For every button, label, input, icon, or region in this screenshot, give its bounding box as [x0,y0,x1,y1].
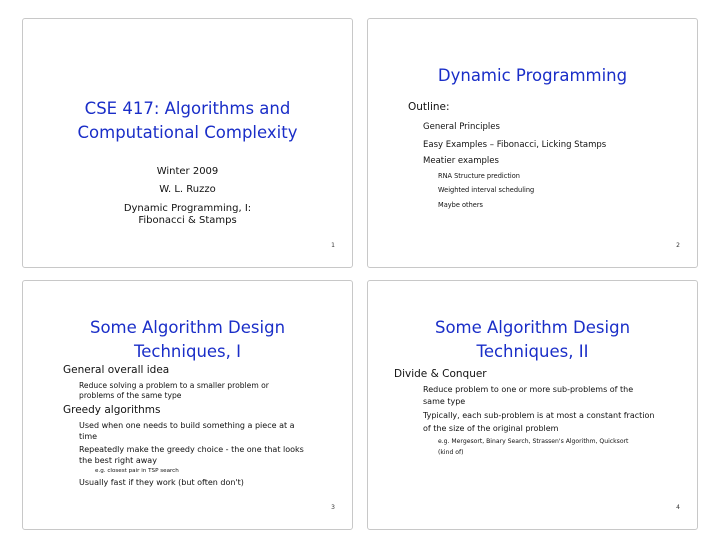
slide-title-line: Some Algorithm Design [434,318,631,337]
outline-subitem: Maybe others [438,201,483,209]
bullet-level3: e.g. closest pair in TSP search [95,468,179,474]
page-number: 3 [331,504,335,511]
slide-title-line: Computational Complexity [77,123,298,142]
bullet-level2-cont: of the size of the original problem [423,424,559,433]
bullet-level2-cont: same type [423,397,466,406]
outline-subitem: RNA Structure prediction [438,172,520,180]
bullet-level1: Greedy algorithms [63,404,161,416]
page-number: 4 [676,504,680,511]
slide-2 [367,18,698,268]
bullet-level1: General overall idea [63,364,170,376]
slide-1 [22,18,353,268]
slide-3 [22,280,353,530]
page-number: 1 [331,242,335,249]
author-text: W. L. Ruzzo [159,184,216,195]
bullet-level2-cont: problems of the same type [79,391,182,400]
page-number: 2 [676,242,680,249]
bullet-level2: Reduce solving a problem to a smaller problem or [79,381,269,390]
bullet-level2: Repeatedly make the greedy choice - the one that looks [79,445,304,454]
bullet-level2: Usually fast if they work (but often don't) [79,478,244,487]
outline-item: General Principles [423,122,500,132]
slide-title-line: Techniques, II [476,342,589,361]
bullet-level2: Typically, each sub-problem is at most a constant fraction [423,411,655,420]
slide-4 [367,280,698,530]
lecture-title-text: Dynamic Programming, I: [123,203,252,214]
slide-title-line: Some Algorithm Design [89,318,286,337]
bullet-level2-cont: time [79,432,98,441]
bullet-level2: Reduce problem to one or more sub-problems of the [423,385,634,394]
slide-title: Dynamic Programming [437,66,628,85]
bullet-level2: Used when one needs to build something a piece at a [79,421,295,430]
lecture-subtitle-text: Fibonacci & Stamps [138,215,237,226]
bullet-level3-cont: (kind of) [438,449,464,456]
outline-heading: Outline: [408,101,450,113]
term-text: Winter 2009 [156,166,219,177]
bullet-level2-cont: the best right away [79,456,157,465]
slide-title-line: CSE 417: Algorithms and [84,99,291,118]
outline-item: Easy Examples – Fibonacci, Licking Stamps [423,140,607,150]
bullet-level1: Divide & Conquer [394,368,487,380]
outline-item: Meatier examples [423,156,499,166]
bullet-level3: e.g. Mergesort, Binary Search, Strassen's Algorithm, Quicksort [438,438,629,445]
outline-subitem: Weighted interval scheduling [438,186,535,194]
slide-title-line: Techniques, I [133,342,242,361]
